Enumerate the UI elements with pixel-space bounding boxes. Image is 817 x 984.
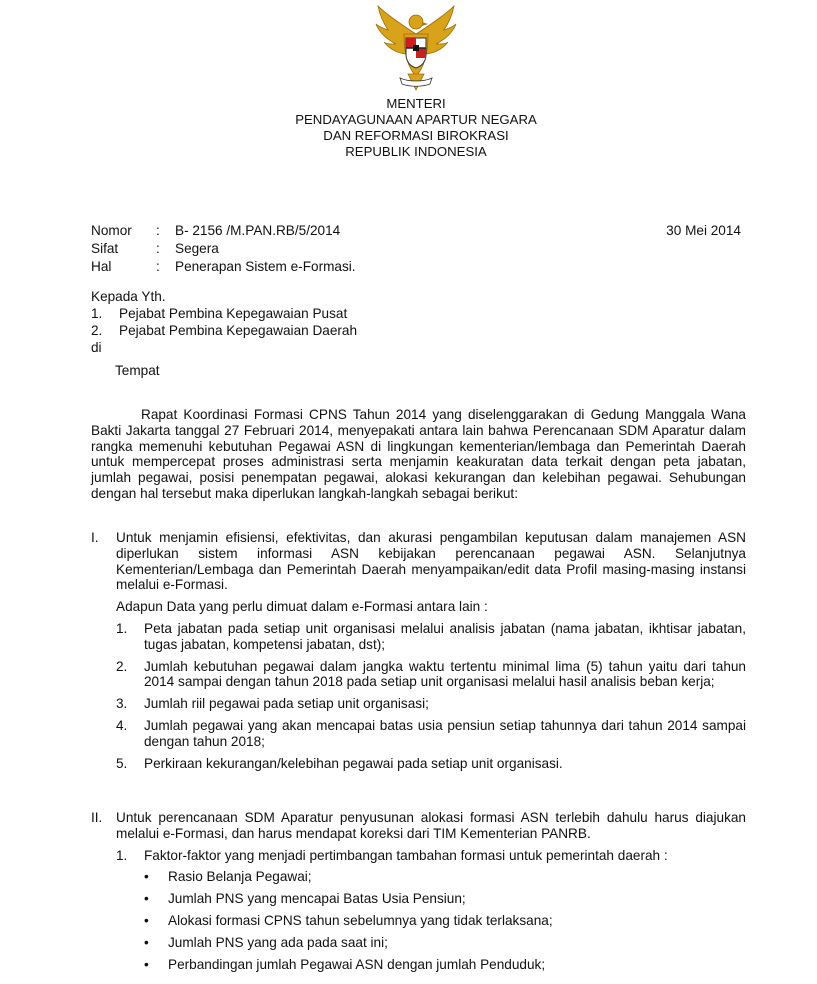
- list-text: Jumlah pegawai yang akan mencapai batas usia pensiun setiap tahunnya dari tahun 2014 sampai dengan tahun 2018;: [144, 717, 746, 749]
- meta-nomor: [91, 222, 741, 240]
- bullet-item: [144, 935, 746, 951]
- meta-colon: :: [156, 241, 160, 256]
- letter-meta: [91, 222, 741, 276]
- recipient-item: [91, 305, 357, 322]
- bullet-item: [144, 891, 746, 907]
- bullet-item: [144, 957, 746, 973]
- list-item: [116, 621, 746, 653]
- list-item: [116, 696, 746, 712]
- meta-key: Sifat: [91, 241, 119, 256]
- bullet-text: Jumlah PNS yang mencapai Batas Usia Pensiun;: [168, 891, 466, 907]
- recipient-text: Pejabat Pembina Kepegawaian Pusat: [119, 306, 348, 321]
- data-list: [116, 621, 746, 771]
- meta-key: Nomor: [91, 223, 132, 238]
- meta-colon: :: [156, 223, 160, 238]
- recipient-block: [91, 288, 357, 379]
- list-text: Faktor-faktor yang menjadi pertimbangan tambahan formasi untuk pemerintah daerah :: [144, 847, 668, 863]
- bullet-item: [144, 869, 746, 885]
- list-item: [116, 718, 746, 750]
- section-1: [91, 530, 746, 777]
- bullet-icon: •: [144, 869, 149, 885]
- factor-list: [116, 848, 746, 864]
- bullet-item: [144, 913, 746, 929]
- meta-colon: :: [156, 259, 160, 274]
- meta-value: Penerapan Sistem e-Formasi.: [175, 259, 356, 274]
- bullet-text: Perbandingan jumlah Pegawai ASN dengan jumlah Penduduk;: [168, 956, 546, 972]
- bullet-icon: •: [144, 934, 149, 950]
- list-text: Peta jabatan pada setiap unit organisasi melalui analisis jabatan (nama jabatan, ikhtisar jabatan, tugas jabatan, kompetensi jabatan, dst);: [144, 620, 746, 652]
- list-number: 2.: [116, 658, 128, 674]
- list-number: 1.: [116, 847, 128, 863]
- list-text: Jumlah riil pegawai pada setiap unit organisasi;: [144, 696, 429, 712]
- garuda-emblem-icon: [370, 4, 462, 94]
- section-2: [91, 810, 746, 978]
- meta-sifat: [91, 240, 741, 258]
- section-number: I.: [91, 530, 99, 545]
- list-item: [116, 756, 746, 772]
- recipient-number: 2.: [91, 323, 103, 338]
- bullet-icon: •: [144, 912, 149, 928]
- recipient-text: Pejabat Pembina Kepegawaian Daerah: [119, 323, 358, 338]
- letter-date: 30 Mei 2014: [666, 223, 741, 238]
- bullet-list: [144, 869, 746, 972]
- list-text: Jumlah kebutuhan pegawai dalam jangka waktu tertentu minimal lima (5) tahun yaitu dari tahun 2014 sampai dengan tahun 2018 pada setiap unit organisasi melalui hasil analisis beban kerja;: [144, 658, 746, 690]
- recipient-number: 1.: [91, 306, 103, 321]
- list-text: Perkiraan kekurangan/kelebihan pegawai pada setiap unit organisasi.: [144, 755, 563, 771]
- letterhead-line-1: MENTERI: [386, 96, 446, 111]
- meta-key: Hal: [91, 259, 112, 274]
- bullet-icon: •: [144, 956, 149, 972]
- bullet-text: Alokasi formasi CPNS tahun sebelumnya yang tidak terlaksana;: [168, 912, 553, 928]
- recipient-di: di: [91, 340, 102, 355]
- list-item: [116, 659, 746, 691]
- intro-paragraph: Rapat Koordinasi Formasi CPNS Tahun 2014 yang diselenggarakan di Gedung Manggala Wana Bakti Jakarta tanggal 27 Februari 2014, menyepakati antara lain bahwa Perencanaan SDM Aparatur dalam rangka memenuhi kebutuhan Pegawai ASN di lingkungan kementerian/lembaga dan Pemerintah Daerah untuk mempercepat proses administrasi serta menjamin keakuratan data terkait dengan peta jabatan, jumlah pegawai, posisi penempatan pegawai, alokasi kekurangan dan kelebihan pegawai. Sehubungan dengan hal tersebut maka diperlukan langkah-langkah sebagai berikut:: [91, 407, 746, 501]
- section-text: Untuk perencanaan SDM Aparatur penyusunan alokasi formasi ASN terlebih dahulu harus diajukan melalui e-Formasi, dan harus mendapat koreksi dari TIM Kementerian PANRB.: [116, 810, 746, 841]
- letterhead: [0, 96, 817, 160]
- recipient-place: Tempat: [115, 363, 160, 378]
- list-number: 3.: [116, 696, 128, 712]
- list-number: 1.: [116, 620, 128, 636]
- recipient-item: [91, 322, 357, 339]
- letterhead-line-4: REPUBLIK INDONESIA: [345, 144, 487, 159]
- bullet-text: Rasio Belanja Pegawai;: [168, 869, 312, 885]
- letterhead-line-2: PENDAYAGUNAAN APARTUR NEGARA: [295, 112, 537, 127]
- bullet-text: Jumlah PNS yang ada pada saat ini;: [168, 934, 388, 950]
- list-number: 5.: [116, 755, 128, 771]
- section-subheading: Adapun Data yang perlu dimuat dalam e-Formasi antara lain :: [116, 599, 488, 615]
- list-number: 4.: [116, 717, 128, 733]
- list-item: [116, 848, 746, 864]
- bullet-icon: •: [144, 891, 149, 907]
- meta-hal: [91, 258, 741, 276]
- meta-value: B- 2156 /M.PAN.RB/5/2014: [175, 223, 341, 238]
- letterhead-line-3: DAN REFORMASI BIROKRASI: [323, 128, 509, 143]
- section-number: II.: [91, 810, 103, 825]
- meta-value: Segera: [175, 241, 219, 256]
- section-text: Untuk menjamin efisiensi, efektivitas, dan akurasi pengambilan keputusan dalam manajemen ASN diperlukan sistem informasi ASN kebijakan perencanaan pegawai ASN. Selanjutnya Kementerian/Lembaga dan Pemerintah Daerah menyampaikan/edit data Profil masing-masing instansi melalui e-Formasi.: [116, 530, 746, 593]
- greeting: Kepada Yth.: [91, 289, 166, 304]
